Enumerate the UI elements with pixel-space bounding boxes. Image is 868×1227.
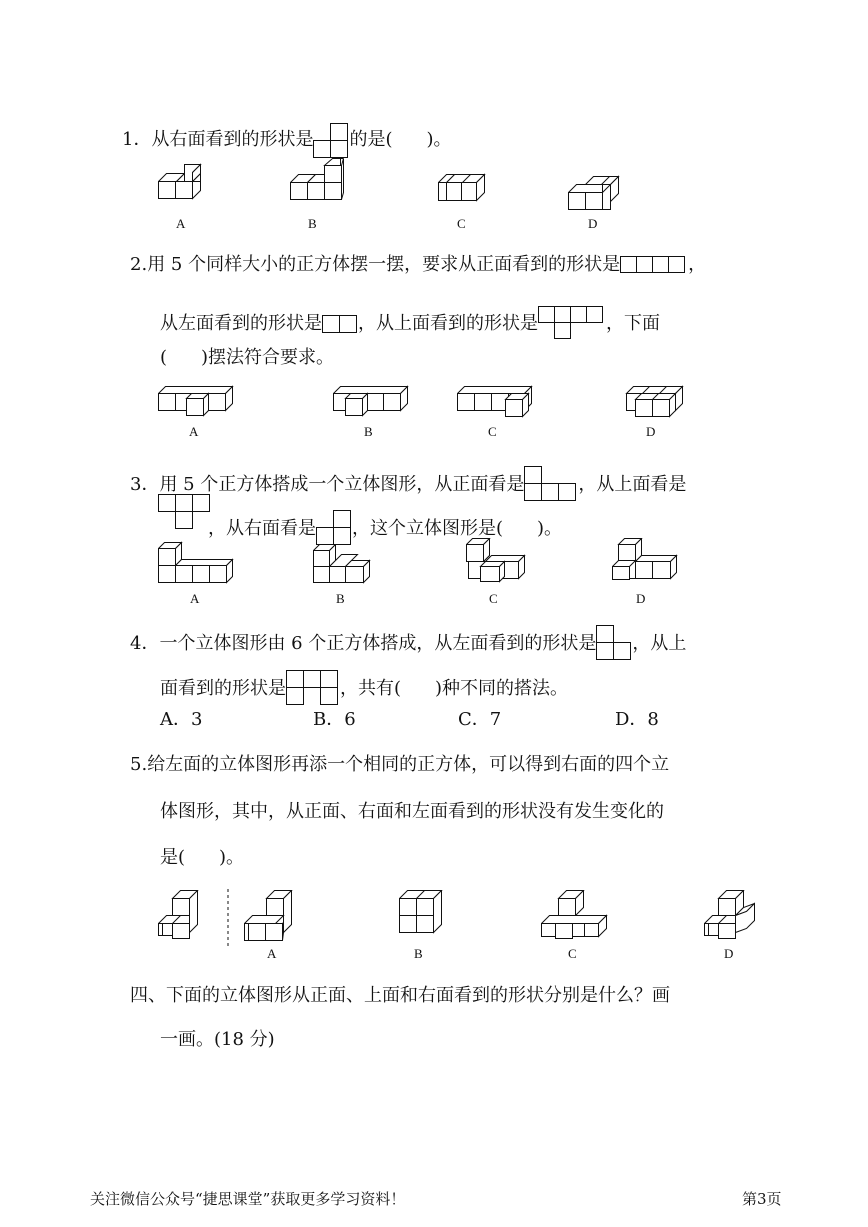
q1-label-a: A bbox=[176, 216, 186, 231]
q1-text-b: 的是( bbox=[349, 129, 393, 150]
q1-label-d: D bbox=[588, 216, 598, 231]
section4-line2: 一画。(18 分) bbox=[160, 1029, 275, 1050]
q5-line-3 bbox=[160, 846, 244, 870]
q2-line2-c: ，下面 bbox=[606, 313, 660, 334]
q5-label-a: A bbox=[267, 946, 277, 961]
q4-option-a: A．3 bbox=[160, 709, 203, 730]
q1-label-b: B bbox=[308, 216, 317, 231]
q5-line1: 给左面的立体图形再添一个相同的正方体，可以得到右面的四个立 bbox=[147, 754, 670, 775]
q4-line1-b: ，从上 bbox=[632, 633, 687, 654]
q4-line2-c: )种不同的搭法。 bbox=[435, 678, 569, 699]
q1-line bbox=[122, 121, 452, 159]
q1-figure-c bbox=[438, 172, 488, 216]
q3-line-1 bbox=[130, 466, 686, 504]
q2-left-view-shape bbox=[322, 314, 358, 334]
page-number: 第3页 bbox=[742, 1190, 782, 1208]
q5-dashed-divider bbox=[226, 889, 230, 951]
section4-line1: 四、下面的立体图形从正面、上面和右面看到的形状分别是什么？画 bbox=[130, 985, 670, 1006]
q1-figure-a bbox=[158, 160, 208, 216]
q3-figure-c bbox=[466, 538, 528, 588]
q2-label-d: D bbox=[646, 424, 656, 439]
q2-line1-b: ， bbox=[688, 254, 707, 275]
q5-figure-b bbox=[399, 890, 445, 948]
q3-front-view-shape bbox=[524, 466, 578, 504]
q3-label-c: C bbox=[489, 591, 498, 606]
q2-label-b: B bbox=[364, 424, 373, 439]
q5-line-1 bbox=[130, 753, 669, 777]
q4-line-2 bbox=[160, 670, 568, 708]
q4-option-c: C．7 bbox=[458, 709, 502, 730]
q2-number: 2. bbox=[130, 254, 148, 275]
q3-label-b: B bbox=[336, 591, 345, 606]
q4-top-view-shape bbox=[286, 670, 340, 708]
q2-line3-a: ( bbox=[160, 347, 168, 368]
q2-label-a: A bbox=[189, 424, 199, 439]
q2-line1-a: 用 5 个同样大小的正方体摆一摆，要求从正面看到的形状是 bbox=[147, 254, 621, 275]
q4-line-1 bbox=[130, 625, 686, 663]
q4-line2-b: ，共有( bbox=[340, 678, 402, 699]
footer-promo: 关注微信公众号“捷思课堂”获取更多学习资料！ bbox=[90, 1190, 406, 1208]
q2-line-3 bbox=[160, 346, 334, 370]
q2-front-view-shape bbox=[620, 255, 688, 275]
q2-line-2 bbox=[160, 306, 660, 342]
q4-number: 4． bbox=[130, 633, 160, 654]
q2-line2-b: ，从上面看到的形状是 bbox=[358, 313, 538, 334]
q3-number: 3． bbox=[130, 474, 160, 495]
q3-right-view-shape bbox=[316, 510, 352, 548]
q1-text-a: 从右面看到的形状是 bbox=[151, 129, 314, 150]
q5-line2: 体图形，其中，从正面、右面和左面看到的形状没有发生变化的 bbox=[160, 801, 664, 822]
q1-right-view-shape bbox=[313, 121, 349, 159]
q3-line2-c: )。 bbox=[537, 518, 563, 539]
q5-label-b: B bbox=[414, 946, 423, 961]
q5-label-d: D bbox=[724, 946, 734, 961]
q1-figure-b bbox=[290, 158, 346, 216]
q2-line-1 bbox=[130, 253, 706, 277]
q3-line1-b: ，从上面看是 bbox=[578, 474, 687, 495]
q2-label-c: C bbox=[488, 424, 497, 439]
q2-figure-a bbox=[158, 385, 238, 421]
q5-line3-b: )。 bbox=[219, 847, 245, 868]
q2-figure-d bbox=[622, 385, 686, 423]
q3-label-d: D bbox=[636, 591, 646, 606]
q2-line3-b: )摆法符合要求。 bbox=[201, 347, 335, 368]
q1-text-c: )。 bbox=[426, 129, 452, 150]
q5-figure-c bbox=[541, 890, 611, 948]
q5-number: 5. bbox=[130, 754, 148, 775]
q2-line2-a: 从左面看到的形状是 bbox=[160, 313, 322, 334]
q5-original-figure bbox=[158, 890, 208, 948]
q3-line1-a: 用 5 个正方体搭成一个立体图形，从正面看是 bbox=[159, 474, 525, 495]
q4-left-view-shape bbox=[596, 625, 632, 663]
q5-figure-d bbox=[704, 890, 760, 948]
q3-figure-b bbox=[313, 544, 373, 590]
q2-figure-b bbox=[333, 385, 413, 421]
q3-label-a: A bbox=[190, 591, 200, 606]
q5-label-c: C bbox=[568, 946, 577, 961]
q1-figure-d bbox=[568, 174, 624, 218]
q5-line3-a: 是( bbox=[160, 847, 186, 868]
q3-figure-a bbox=[158, 540, 238, 590]
q4-option-b: B．6 bbox=[313, 709, 356, 730]
q2-figure-c bbox=[457, 385, 539, 423]
q1-number: 1． bbox=[122, 129, 152, 150]
q3-figure-d bbox=[612, 538, 680, 588]
q4-option-d: D．8 bbox=[615, 709, 659, 730]
q4-line1-a: 一个立体图形由 6 个正方体搭成，从左面看到的形状是 bbox=[159, 633, 597, 654]
q3-top-view-shape bbox=[158, 494, 210, 534]
q3-line2-a: ，从右面看是 bbox=[208, 518, 316, 539]
q5-figure-a bbox=[244, 890, 300, 948]
q1-label-c: C bbox=[457, 216, 466, 231]
q3-line2-b: ，这个立体图形是( bbox=[352, 518, 504, 539]
q2-top-view-shape bbox=[538, 306, 606, 342]
q4-line2-a: 面看到的形状是 bbox=[160, 678, 286, 699]
